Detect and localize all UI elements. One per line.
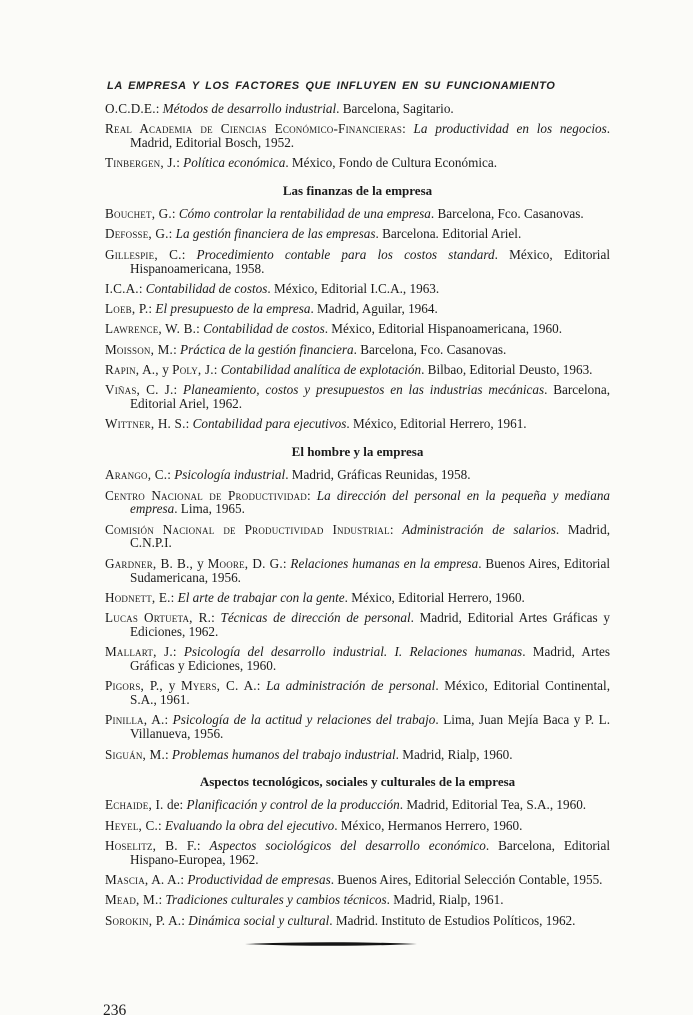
bibliography-entry	[105, 322, 610, 336]
bibliography-entry	[105, 156, 610, 170]
entry-author: Lawrence, W. B.	[105, 321, 197, 337]
entry-text: :	[172, 644, 184, 660]
entry-title: Política económica	[183, 155, 286, 171]
entry-title: Planificación y control de la producción	[186, 797, 400, 813]
entry-author: Tinbergen, J.	[105, 155, 177, 171]
entry-text: :	[173, 382, 184, 398]
bibliography-entry	[105, 343, 610, 357]
bibliography	[105, 102, 610, 927]
entry-text: :	[167, 467, 175, 483]
entry-author: Mallart, J.	[105, 644, 173, 660]
bibliography-entry	[105, 873, 610, 887]
section-heading: El hombre y la empresa	[291, 444, 424, 460]
entry-author: Viñas, C. J.	[105, 382, 174, 398]
entry-author: I.C.A.	[105, 280, 139, 296]
entry-text: :	[196, 837, 210, 853]
entry-text: . México, Editorial Herrero, 1960.	[344, 589, 525, 605]
bibliography-entry	[105, 819, 610, 833]
entry-text: . México, Fondo de Cultura Económica.	[285, 155, 498, 171]
entry-title: Práctica de la gestión financiera	[180, 341, 354, 357]
entry-text: . México, Editorial Herrero, 1961.	[346, 416, 527, 432]
bibliography-entry	[105, 679, 610, 707]
entry-text: . Madrid, Editorial Artes Gráficas y Ediciones, 1962.	[130, 610, 610, 639]
entry-author: Bouchet, G.	[105, 206, 172, 222]
entry-title: Técnicas de dirección de personal	[220, 610, 411, 626]
entry-author: Arango, C.	[105, 467, 168, 483]
entry-text: :	[164, 712, 173, 728]
bibliography-entry	[105, 713, 610, 741]
entry-text: y	[162, 362, 173, 378]
entry-author: Myers, C. A.	[180, 678, 257, 694]
entry-author: Echaide, I.	[105, 797, 168, 813]
entry-text: de:	[167, 797, 187, 813]
bibliography-entry	[105, 363, 610, 377]
entry-title: Psicología industrial	[174, 467, 286, 483]
entry-text: :	[181, 912, 189, 928]
entry-title: Planeamiento, costos y presupuestos en las industrias mecánicas	[183, 382, 545, 398]
bibliography-entry	[105, 489, 610, 517]
entry-text: :	[158, 817, 165, 833]
entry-title: Contabilidad de costos	[203, 321, 325, 337]
entry-title: Procedimiento contable para los costos standard	[196, 246, 495, 262]
entry-title: La gestión financiera de las empresas	[175, 226, 376, 242]
entry-text: :	[176, 155, 184, 171]
entry-author: Gillespie, C.	[105, 246, 182, 262]
entry-text: . Madrid, Editorial Bosch, 1952.	[130, 121, 611, 151]
entry-author: Moore, D. G.	[207, 555, 283, 571]
entry-text: . Buenos Aires, Editorial Sudamericana, 1956.	[130, 555, 610, 585]
entry-author: Defosse, G.	[105, 226, 169, 242]
entry-title: Psicología del desarrollo industrial. I. Relaciones humanas	[183, 644, 523, 660]
entry-text: :	[171, 206, 179, 222]
entry-text: . México, Editorial Hispanoamericana, 1958.	[130, 246, 610, 276]
entry-text: . Barcelona, Sagitario.	[336, 101, 454, 116]
bibliography-entry	[105, 591, 610, 605]
entry-title: Cómo controlar la rentabilidad de una empresa	[178, 206, 431, 222]
entry-author: Moisson, M.	[105, 341, 174, 357]
entry-author: Sorokin, P. A.	[105, 912, 182, 928]
entry-text: . Lima, Juan Mejía Baca y P. L. Villanueva, 1956.	[130, 712, 610, 742]
bibliography-entry	[105, 893, 610, 907]
tapered-rule	[245, 942, 417, 946]
entry-text: :	[180, 871, 188, 887]
entry-title: Contabilidad de costos	[145, 280, 268, 296]
entry-text: . Madrid, Gráficas Reunidas, 1958.	[285, 467, 471, 483]
entry-text: . México, Editorial Continental, S.A., 1961.	[130, 678, 610, 708]
entry-text: y	[197, 555, 208, 571]
tapered-rule-shape	[245, 942, 417, 946]
bibliography-entry	[105, 227, 610, 241]
bibliography-entry	[105, 102, 610, 116]
entry-text: . México, Editorial I.C.A., 1963.	[267, 280, 440, 296]
section-heading: Las finanzas de la empresa	[282, 183, 433, 199]
entry-text: . Barcelona. Editorial Ariel.	[375, 226, 522, 242]
entry-text: :	[185, 416, 193, 432]
entry-title: La productividad en los negocios	[413, 121, 607, 137]
entry-author: Comisión Nacional de Productividad Industrial	[105, 521, 390, 537]
bibliography-entry	[105, 557, 610, 585]
entry-text: :	[196, 321, 204, 337]
entry-text: :	[256, 678, 267, 694]
entry-author: Rapin, A.,	[105, 362, 163, 378]
entry-text: . Madrid, Aguilar, 1964.	[310, 301, 438, 317]
bibliography-entry	[105, 914, 610, 928]
entry-author: O.C.D.E.	[105, 101, 156, 116]
running-head: LA EMPRESA Y LOS FACTORES QUE INFLUYEN EN SU FUNCIONAMIENTO	[107, 80, 556, 92]
bibliography-entry	[105, 248, 610, 276]
entry-text: :	[282, 555, 291, 571]
entry-text: :	[168, 226, 176, 242]
entry-author: Mascia, A. A.	[105, 871, 181, 887]
entry-text: . Barcelona, Fco. Casanovas.	[430, 206, 584, 222]
entry-text: :	[148, 301, 156, 317]
entry-text: . Barcelona, Editorial Hispano-Europea, 1962.	[130, 837, 610, 867]
entry-text: . Madrid, Artes Gráficas y Ediciones, 1960.	[130, 644, 610, 674]
bibliography-entry	[105, 523, 610, 551]
entry-title: Productividad de empresas	[187, 871, 331, 887]
entry-text: :	[211, 610, 221, 626]
page-number: 236	[103, 1002, 127, 1015]
entry-title: Dinámica social y cultural	[188, 912, 330, 928]
entry-author: Mead, M.	[105, 892, 159, 908]
entry-title: Tradiciones culturales y cambios técnicos	[165, 892, 387, 908]
entry-text: . Madrid, Editorial Tea, S.A., 1960.	[399, 797, 587, 813]
entry-title: La dirección del personal en la pequeña y mediana empresa	[130, 487, 611, 517]
entry-author: Loeb, P.	[105, 301, 149, 317]
bibliography-entry	[105, 611, 610, 639]
entry-text: :	[389, 521, 403, 537]
bibliography-entry	[105, 302, 610, 316]
entry-text: . Buenos Aires, Editorial Selección Contable, 1955.	[330, 871, 603, 887]
entry-author: Hoselitz, B. F.	[105, 837, 197, 853]
entry-title: La administración de personal	[266, 678, 436, 694]
entry-author: Siguán, M.	[105, 746, 165, 762]
entry-text: . México, Hermanos Herrero, 1960.	[334, 817, 523, 833]
entry-author: Hodnett, E.	[105, 589, 171, 605]
entry-text: :	[164, 746, 172, 762]
bibliography-entry	[105, 748, 610, 762]
entry-text: :	[402, 121, 414, 137]
entry-text: . Madrid, C.N.P.I.	[130, 521, 610, 551]
entry-author: Gardner, B. B.,	[105, 555, 198, 571]
entry-author: Pigors, P.,	[105, 678, 169, 694]
entry-text: :	[155, 101, 163, 116]
entry-author: Pinilla, A.	[105, 712, 165, 728]
bibliography-entry	[105, 645, 610, 673]
bibliography-entry	[105, 383, 610, 411]
entry-text: :	[138, 280, 146, 296]
entry-author: Poly, J.	[172, 362, 214, 378]
bibliography-entry	[105, 207, 610, 221]
section-heading: Aspectos tecnológicos, sociales y culturales de la empresa	[199, 774, 516, 790]
entry-text: . Madrid. Instituto de Estudios Políticos, 1962.	[329, 912, 576, 928]
entry-title: Administración de salarios	[402, 521, 556, 537]
entry-title: Problemas humanos del trabajo industrial	[171, 746, 396, 762]
bibliography-entry	[105, 282, 610, 296]
entry-text: :	[173, 341, 181, 357]
bibliography-entry	[105, 798, 610, 812]
entry-title: Métodos de desarrollo industrial	[162, 101, 337, 116]
entry-text: . Lima, 1965.	[174, 501, 245, 517]
entry-text: y	[168, 678, 181, 694]
entry-text: . Madrid, Rialp, 1960.	[395, 746, 513, 762]
bibliography-entry	[105, 122, 610, 150]
entry-text: . México, Editorial Hispanoamericana, 1960.	[324, 321, 563, 337]
entry-title: El arte de trabajar con la gente	[177, 589, 345, 605]
entry-author: Lucas Ortueta, R.	[105, 610, 212, 626]
entry-author: Centro Nacional de Productividad	[105, 487, 307, 503]
bibliography-entry	[105, 468, 610, 482]
entry-text: . Barcelona, Editorial Ariel, 1962.	[130, 382, 610, 412]
entry-text: . Madrid, Rialp, 1961.	[386, 892, 504, 908]
entry-title: Contabilidad analítica de explotación	[220, 362, 422, 378]
entry-title: Relaciones humanas en la empresa	[290, 555, 479, 571]
entry-text: . Barcelona, Fco. Casanovas.	[353, 341, 507, 357]
entry-author: Wittner, H. S.	[105, 416, 186, 432]
entry-author: Real Academia de Ciencias Económico-Financieras	[105, 121, 403, 137]
entry-text: :	[158, 892, 166, 908]
bibliography-entry	[105, 839, 610, 867]
entry-text: :	[213, 362, 221, 378]
entry-title: Evaluando la obra del ejecutivo	[164, 817, 335, 833]
entry-text: :	[170, 589, 178, 605]
entry-text: :	[181, 246, 197, 262]
entry-title: El presupuesto de la empresa	[155, 301, 311, 317]
entry-author: Heyel, C.	[105, 817, 159, 833]
entry-title: Aspectos sociológicos del desarrollo económico	[209, 837, 486, 853]
bibliography-entry	[105, 417, 610, 431]
entry-text: . Bilbao, Editorial Deusto, 1963.	[421, 362, 593, 378]
entry-title: Psicología de la actitud y relaciones del trabajo	[172, 712, 436, 728]
entry-text: :	[306, 487, 317, 503]
entry-title: Contabilidad para ejecutivos	[192, 416, 347, 432]
